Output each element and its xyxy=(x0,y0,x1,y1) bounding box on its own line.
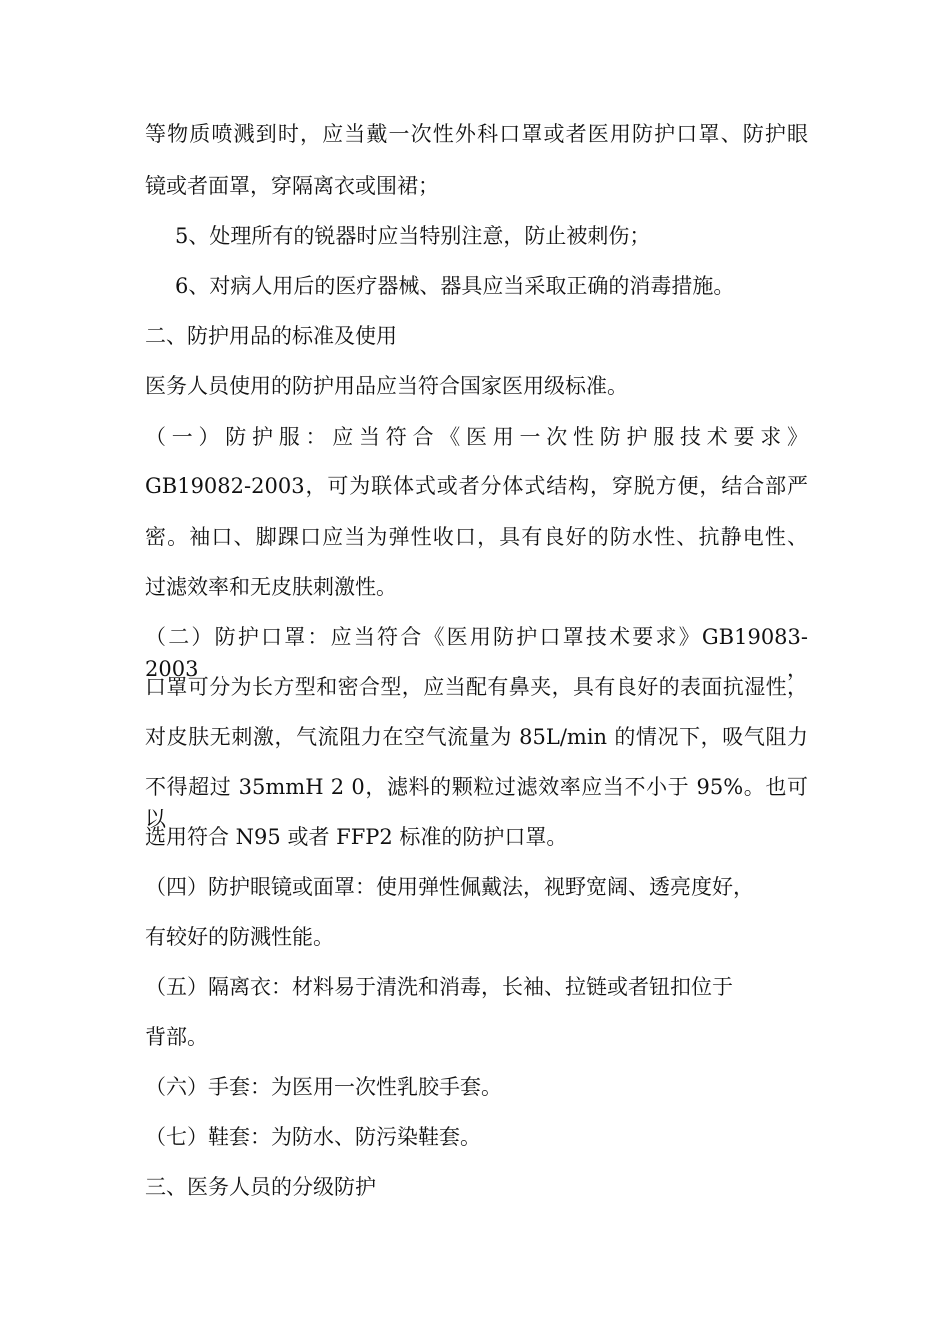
paragraph-line: 不得超过 35mmH 2 0，滤料的颗粒过滤效率应当不小于 95%。也可以 xyxy=(145,775,808,831)
paragraph-line: 镜或者面罩，穿隔离衣或围裙； xyxy=(145,174,439,198)
paragraph-line: 过滤效率和无皮肤刺激性。 xyxy=(145,575,397,599)
section-heading-2: 二、防护用品的标准及使用 xyxy=(145,324,397,348)
item-heading-shoe-covers: （七）鞋套：为防水、防污染鞋套。 xyxy=(145,1125,481,1149)
paragraph-line: 选用符合 N95 或者 FFP2 标准的防护口罩。 xyxy=(145,825,568,849)
item-heading-protective-mask: （二）防护口罩：应当符合《医用防护口罩技术要求》GB19083-2003， xyxy=(145,625,808,681)
paragraph-line: GB19082-2003，可为联体式或者分体式结构，穿脱方便，结合部严 xyxy=(145,474,808,498)
paragraph-line: 医务人员使用的防护用品应当符合国家医用级标准。 xyxy=(145,374,628,398)
paragraph-line: 有较好的防溅性能。 xyxy=(145,925,334,949)
item-heading-isolation-gown: （五）隔离衣：材料易于清洗和消毒，长袖、拉链或者钮扣位于 xyxy=(145,975,733,999)
item-heading-gloves: （六）手套：为医用一次性乳胶手套。 xyxy=(145,1075,502,1099)
list-item-6: 6、对病人用后的医疗器械、器具应当采取正确的消毒措施。 xyxy=(175,274,735,298)
item-heading-protective-suit: （一）防护服：应当符合《医用一次性防护服技术要求》 xyxy=(145,425,808,449)
paragraph-line: 对皮肤无刺激，气流阻力在空气流量为 85L/min 的情况下，吸气阻力 xyxy=(145,725,808,749)
paragraph-line: 等物质喷溅到时，应当戴一次性外科口罩或者医用防护口罩、防护眼 xyxy=(145,122,808,146)
section-heading-3: 三、医务人员的分级防护 xyxy=(145,1175,376,1199)
paragraph-line: 口罩可分为长方型和密合型，应当配有鼻夹，具有良好的表面抗湿性， xyxy=(145,675,808,699)
paragraph-line: 背部。 xyxy=(145,1025,208,1049)
list-item-5: 5、处理所有的锐器时应当特别注意，防止被刺伤； xyxy=(175,224,651,248)
paragraph-line: 密。袖口、脚踝口应当为弹性收口，具有良好的防水性、抗静电性、 xyxy=(145,525,808,549)
item-heading-goggles: （四）防护眼镜或面罩：使用弹性佩戴法，视野宽阔、透亮度好， xyxy=(145,875,754,899)
